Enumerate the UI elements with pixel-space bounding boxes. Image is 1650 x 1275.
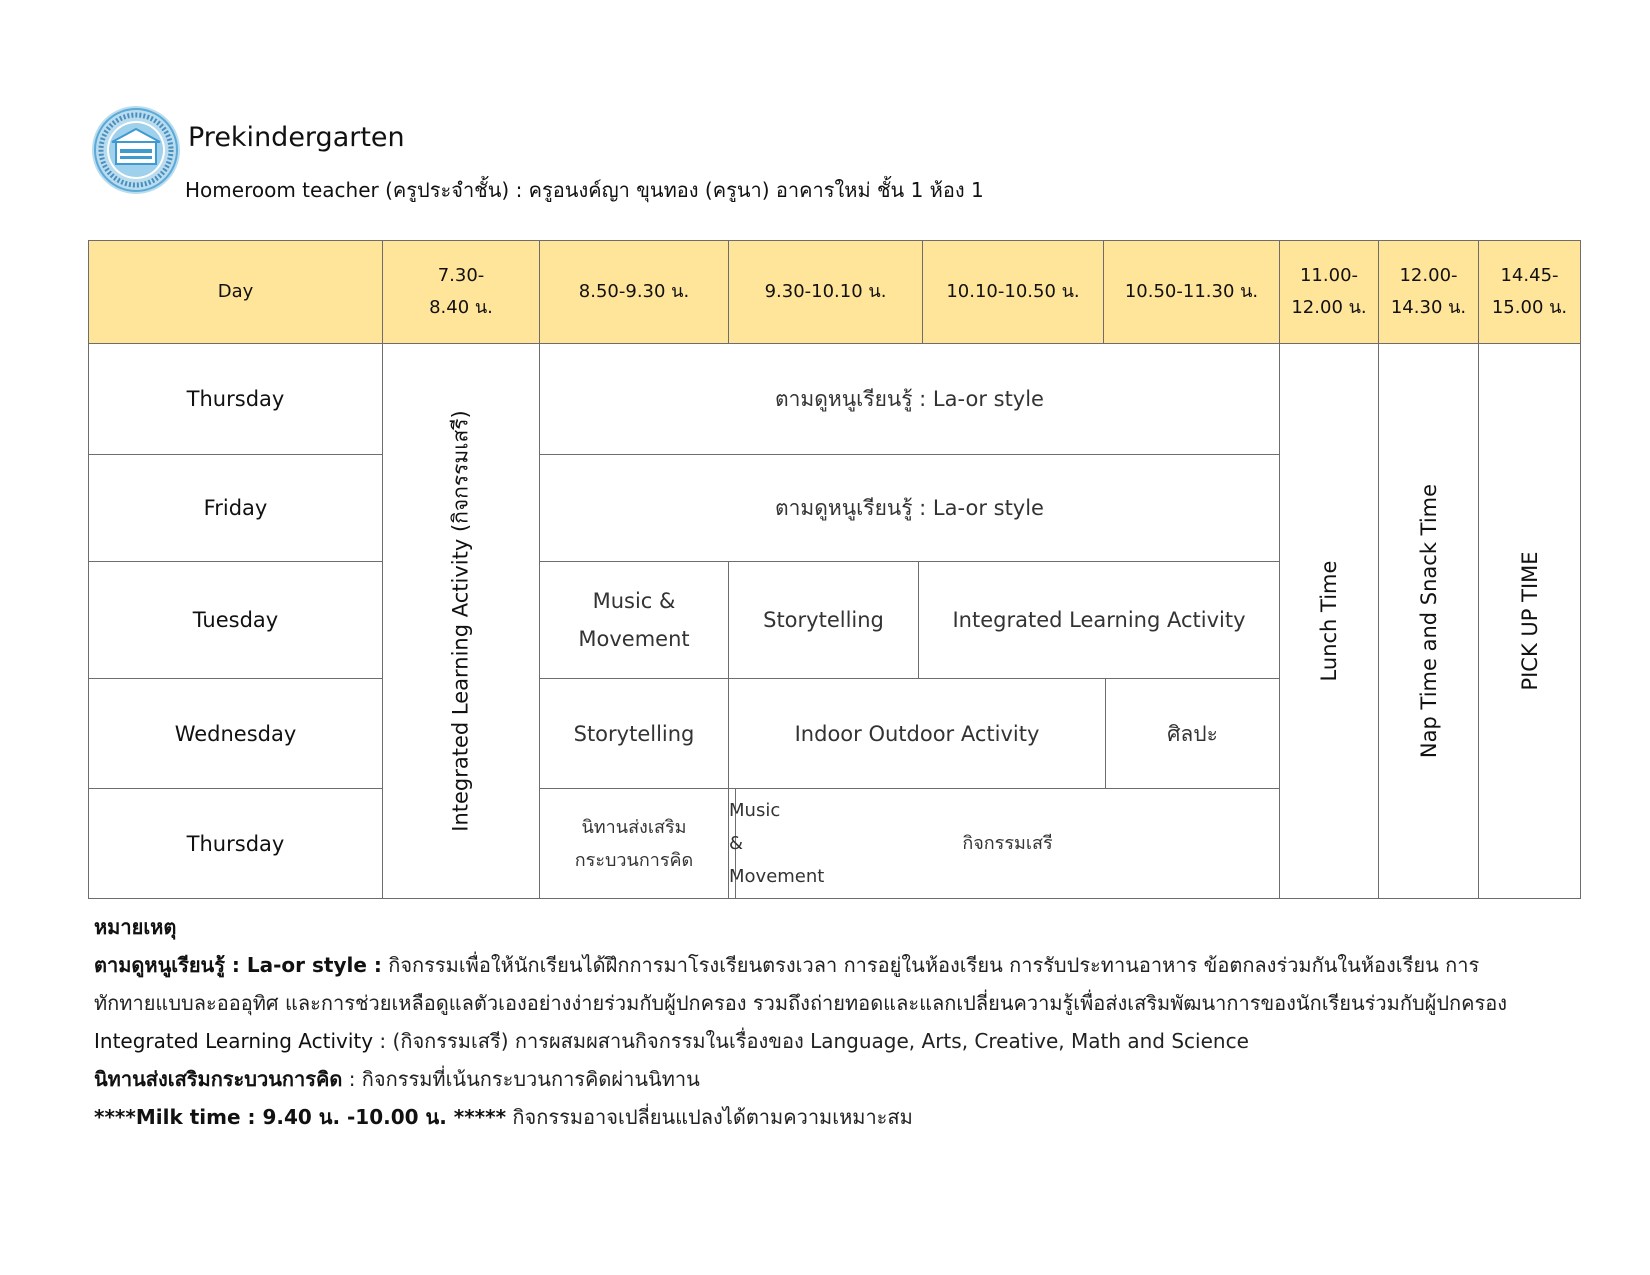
header-time-6: 11.00- 12.00 น. [1280, 241, 1379, 344]
schedule-table [88, 240, 1581, 899]
activity-cell: Music & Movement [540, 562, 729, 679]
page-subtitle: Homeroom teacher (ครูประจำชั้น) : ครูอนงค์ญา ขุนทอง (ครูนา) อาคารใหม่ ชั้น 1 ห้อง 1 [185, 178, 984, 202]
page-title: Prekindergarten [188, 122, 405, 153]
nap-cell [1379, 344, 1479, 899]
day-cell: Thursday [89, 344, 383, 455]
activity-cell: ตามดูหนูเรียนรู้ : La-or style [540, 344, 1280, 455]
header-time-3: 9.30-10.10 น. [729, 241, 923, 344]
activity-cell: กิจกรรมเสรี [736, 789, 1280, 899]
header-time-2: 8.50-9.30 น. [540, 241, 729, 344]
note-integrated: Integrated Learning Activity : (กิจกรรมเสรี) การผสมผสานกิจกรรมในเรื่องของ Language, Arts, Creative, Math and Science [94, 1029, 1249, 1053]
day-cell: Friday [89, 455, 383, 562]
lunch-cell [1280, 344, 1379, 899]
day-cell: Tuesday [89, 562, 383, 679]
day-cell: Wednesday [89, 679, 383, 789]
activity-cell: Indoor Outdoor Activity [729, 679, 1106, 789]
activity-cell: Storytelling [729, 562, 919, 679]
header-time-5: 10.50-11.30 น. [1104, 241, 1280, 344]
header-day: Day [89, 241, 383, 344]
note-laor: ตามดูหนูเรียนรู้ : La-or style : กิจกรรมเพื่อให้นักเรียนได้ฝึกการมาโรงเรียนตรงเวลา การอยู่ในห้องเรียน การรับประทานอาหาร ข้อตกลงร่วมกันในห้องเรียน การ [94, 953, 1480, 977]
morning-block-label: Integrated Learning Activity (กิจกรรมเสรี) [448, 410, 473, 832]
activity-cell: ตามดูหนูเรียนรู้ : La-or style [540, 455, 1280, 562]
pickup-label: PICK UP TIME [1517, 551, 1542, 691]
note-milk-time: ****Milk time : 9.40 น. -10.00 น. ***** กิจกรรมอาจเปลี่ยนแปลงได้ตามความเหมาะสม [94, 1105, 913, 1129]
pickup-cell [1479, 344, 1581, 899]
activity-cell: Storytelling [540, 679, 729, 789]
note-storytelling: นิทานส่งเสริมกระบวนการคิด : กิจกรรมที่เน้นกระบวนการคิดผ่านนิทาน [94, 1067, 700, 1091]
table-row [89, 344, 1581, 455]
nap-label: Nap Time and Snack Time [1416, 483, 1441, 759]
day-cell: Thursday [89, 789, 383, 899]
header-time-1: 7.30- 8.40 น. [383, 241, 540, 344]
school-seal-icon [90, 104, 182, 196]
lunch-label: Lunch Time [1317, 560, 1341, 682]
header-row [89, 241, 1581, 344]
notes-heading: หมายเหตุ [94, 915, 177, 939]
header-time-7: 12.00- 14.30 น. [1379, 241, 1479, 344]
header-time-4: 10.10-10.50 น. [923, 241, 1104, 344]
morning-block-cell [383, 344, 540, 899]
activity-cell: Music & Movement [729, 789, 736, 899]
activity-cell: นิทานส่งเสริม กระบวนการคิด [540, 789, 729, 899]
activity-cell: Integrated Learning Activity [919, 562, 1280, 679]
activity-cell: ศิลปะ [1106, 679, 1280, 789]
page-header [90, 104, 1190, 200]
notes-section [94, 908, 1614, 1136]
note-laor-continued: ทักทายแบบละอออุทิศ และการช่วยเหลือดูแลตัวเองอย่างง่ายร่วมกับผู้ปกครอง รวมถึงถ่ายทอดและแลกเปลี่ยนความรู้เพื่อส่งเสริมพัฒนาการของนักเรียนร่วมกับผู้ปกครอง [94, 991, 1508, 1015]
header-time-8: 14.45- 15.00 น. [1479, 241, 1581, 344]
